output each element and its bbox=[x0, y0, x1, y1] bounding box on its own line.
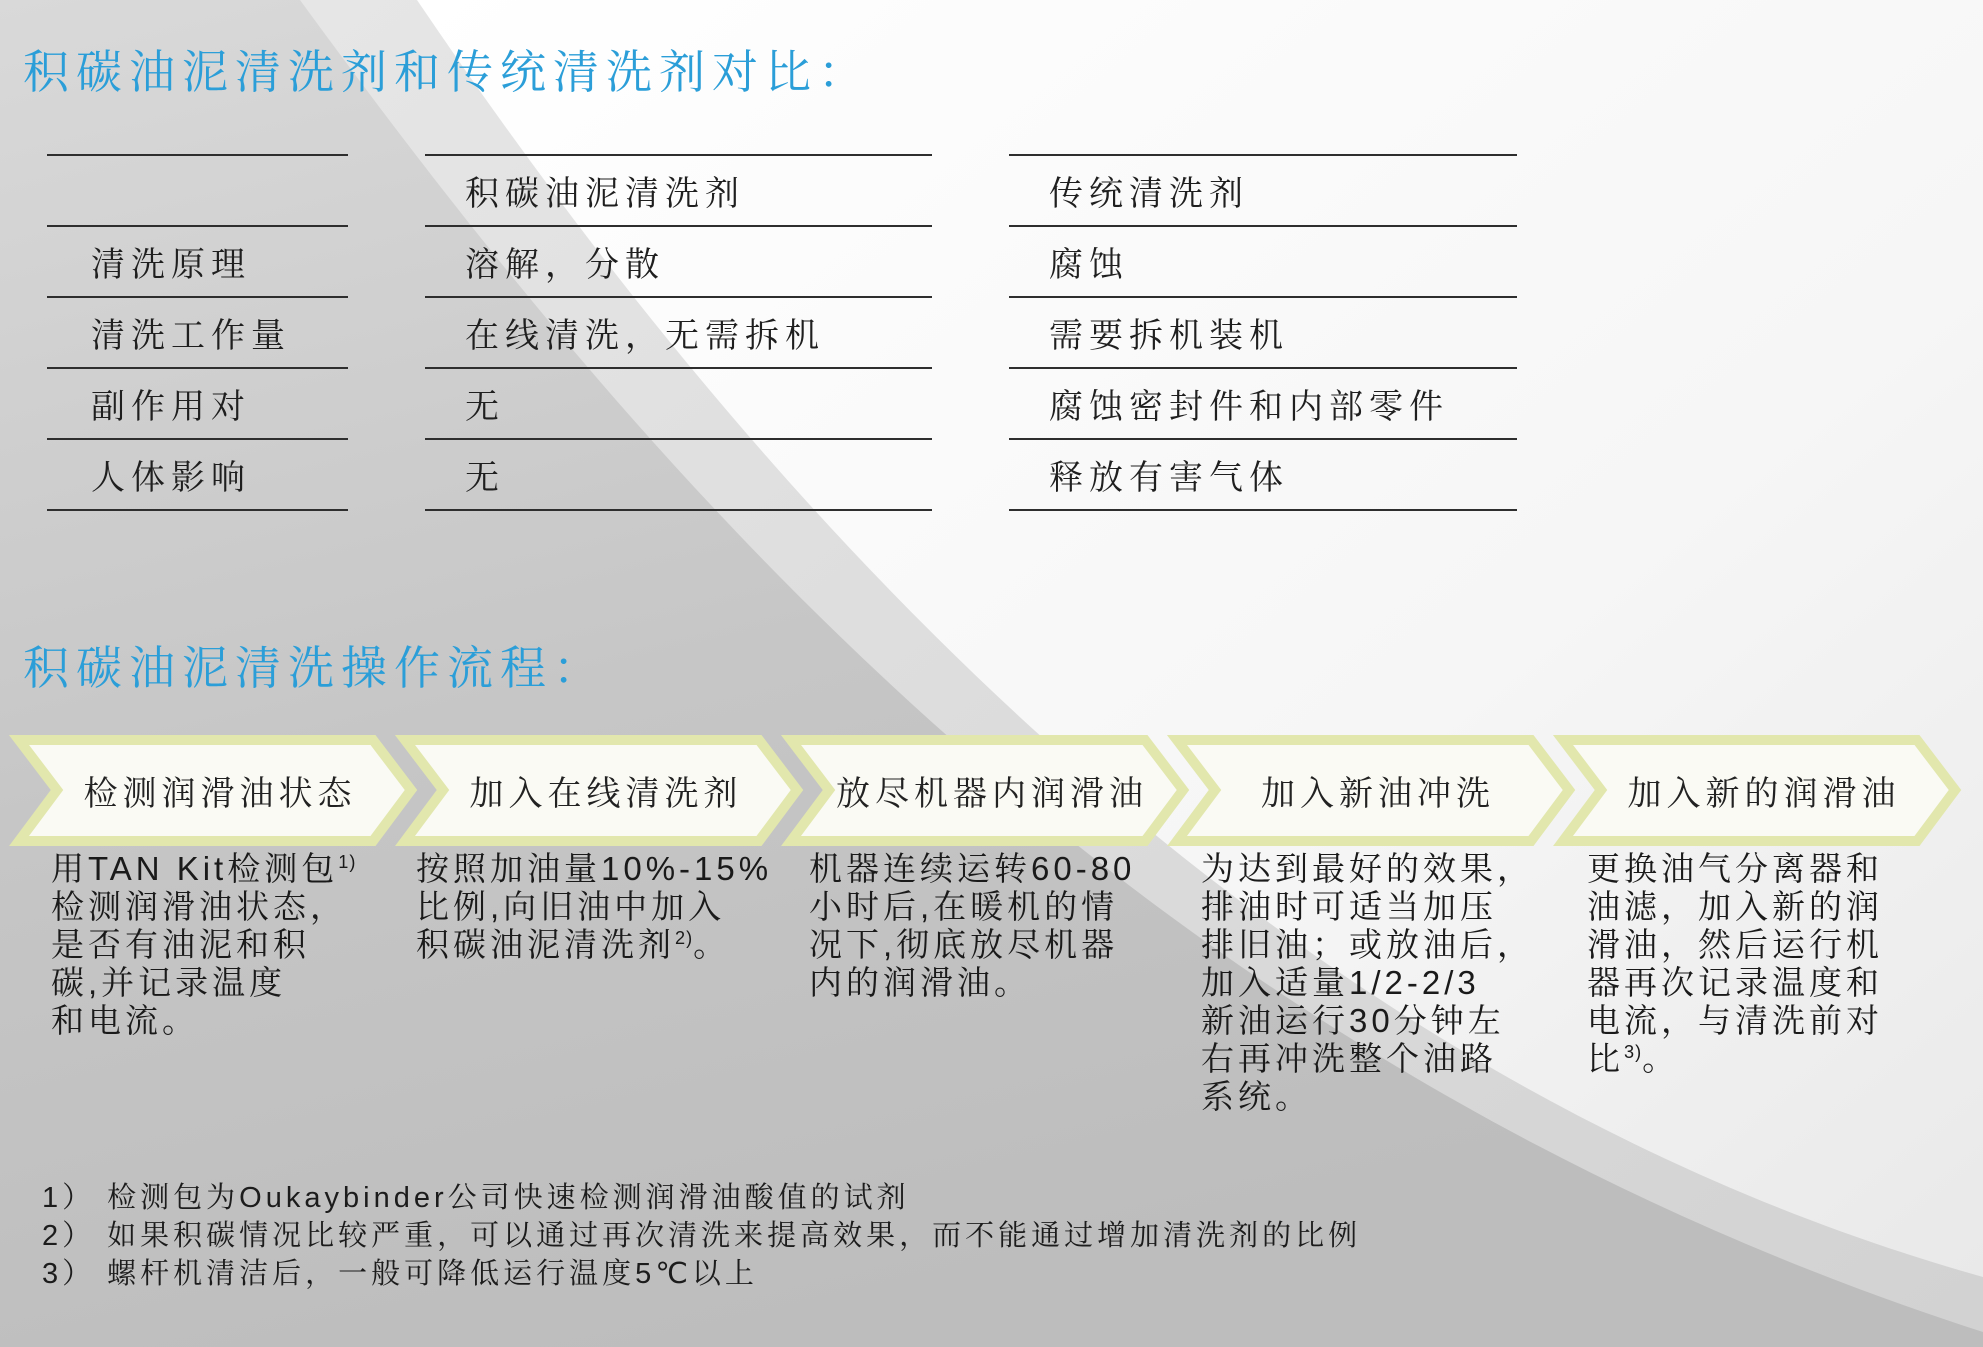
step-4-description bbox=[1201, 850, 1534, 1116]
description-line: 小时后,在暖机的情 bbox=[809, 888, 1119, 925]
step-2-label: 加入在线清洗剂 bbox=[469, 775, 743, 813]
table-row-label: 清洗原理 bbox=[47, 225, 348, 296]
description-line: 更换油气分离器和 bbox=[1587, 850, 1883, 887]
description-line bbox=[1587, 1040, 1883, 1078]
footnotes bbox=[42, 1179, 1361, 1293]
description-line: 排旧油；或放油后， bbox=[1201, 926, 1534, 963]
description-text: 积碳油泥清洗剂 bbox=[416, 926, 675, 963]
description-line: 碳,并记录温度 bbox=[51, 964, 287, 1001]
step-3-description bbox=[809, 850, 1135, 1002]
table-row-label: 副作用对 bbox=[47, 367, 348, 438]
table-cell-carbon-cleaner: 无 bbox=[425, 438, 932, 511]
table-row-label: 清洗工作量 bbox=[47, 296, 348, 367]
description-line: 况下,彻底放尽机器 bbox=[809, 926, 1119, 963]
footnote-3: 3） 螺杆机清洁后，一般可降低运行温度5℃以上 bbox=[42, 1258, 758, 1290]
description-line: 是否有油泥和积 bbox=[51, 926, 310, 963]
step-4-label: 加入新油冲洗 bbox=[1261, 775, 1495, 813]
step-2-description bbox=[416, 850, 772, 964]
description-line: 油滤，加入新的润 bbox=[1587, 888, 1883, 925]
description-line bbox=[51, 850, 356, 888]
description-line: 按照加油量10%-15% bbox=[416, 850, 773, 887]
footnote-1: 1） 检测包为Oukaybinder公司快速检测润滑油酸值的试剂 bbox=[42, 1182, 910, 1214]
description-line: 滑油，然后运行机 bbox=[1587, 926, 1883, 963]
description-punctuation: 。 bbox=[1642, 1040, 1680, 1077]
description-line: 比例,向旧油中加入 bbox=[416, 888, 726, 925]
description-text: 用TAN Kit检测包 bbox=[51, 850, 339, 887]
description-line: 内的润滑油。 bbox=[809, 964, 1031, 1001]
table-row-label: 人体影响 bbox=[47, 438, 348, 511]
description-line: 右再冲洗整个油路 bbox=[1201, 1040, 1497, 1077]
footnote-ref: 3) bbox=[1624, 1042, 1643, 1062]
description-line: 检测润滑油状态， bbox=[51, 888, 347, 925]
table-cell-traditional-cleaner: 需要拆机装机 bbox=[1009, 296, 1517, 367]
table-cell-traditional-cleaner: 腐蚀 bbox=[1009, 225, 1517, 296]
table-cell-carbon-cleaner: 溶解，分散 bbox=[425, 225, 932, 296]
footnote-ref: 1) bbox=[338, 852, 357, 872]
table-header-traditional-cleaner: 传统清洗剂 bbox=[1009, 154, 1517, 225]
table-cell-traditional-cleaner: 腐蚀密封件和内部零件 bbox=[1009, 367, 1517, 438]
table-cell-carbon-cleaner: 在线清洗，无需拆机 bbox=[425, 296, 932, 367]
description-punctuation: 。 bbox=[693, 926, 731, 963]
description-line: 系统。 bbox=[1201, 1078, 1312, 1115]
table-header-carbon-cleaner: 积碳油泥清洗剂 bbox=[425, 154, 932, 225]
description-line: 机器连续运转60-80 bbox=[809, 850, 1136, 887]
table-cell-traditional-cleaner: 释放有害气体 bbox=[1009, 438, 1517, 511]
description-line: 加入适量1/2-2/3 bbox=[1201, 964, 1480, 1001]
description-text: 比 bbox=[1587, 1040, 1624, 1077]
description-line: 新油运行30分钟左 bbox=[1201, 1002, 1505, 1039]
footnote-2: 2） 如果积碳情况比较严重，可以通过再次清洗来提高效果，而不能通过增加清洗剂的比例 bbox=[42, 1220, 1362, 1252]
table-cell-carbon-cleaner: 无 bbox=[425, 367, 932, 438]
step-1-label: 检测润滑油状态 bbox=[83, 775, 357, 813]
comparison-title: 积碳油泥清洗剂和传统清洗剂对比： bbox=[23, 46, 871, 98]
step-1-description bbox=[51, 850, 356, 1040]
footnote-ref: 2) bbox=[675, 928, 694, 948]
description-line bbox=[416, 926, 772, 964]
description-line: 器再次记录温度和 bbox=[1587, 964, 1883, 1001]
step-5-description bbox=[1587, 850, 1883, 1078]
step-5-label: 加入新的润滑油 bbox=[1627, 775, 1901, 813]
description-line: 和电流。 bbox=[51, 1002, 199, 1039]
description-line: 电流，与清洗前对 bbox=[1587, 1002, 1883, 1039]
description-line: 为达到最好的效果， bbox=[1201, 850, 1534, 887]
step-3-label: 放尽机器内润滑油 bbox=[836, 775, 1148, 813]
process-title: 积碳油泥清洗操作流程： bbox=[23, 642, 606, 694]
description-line: 排油时可适当加压 bbox=[1201, 888, 1497, 925]
